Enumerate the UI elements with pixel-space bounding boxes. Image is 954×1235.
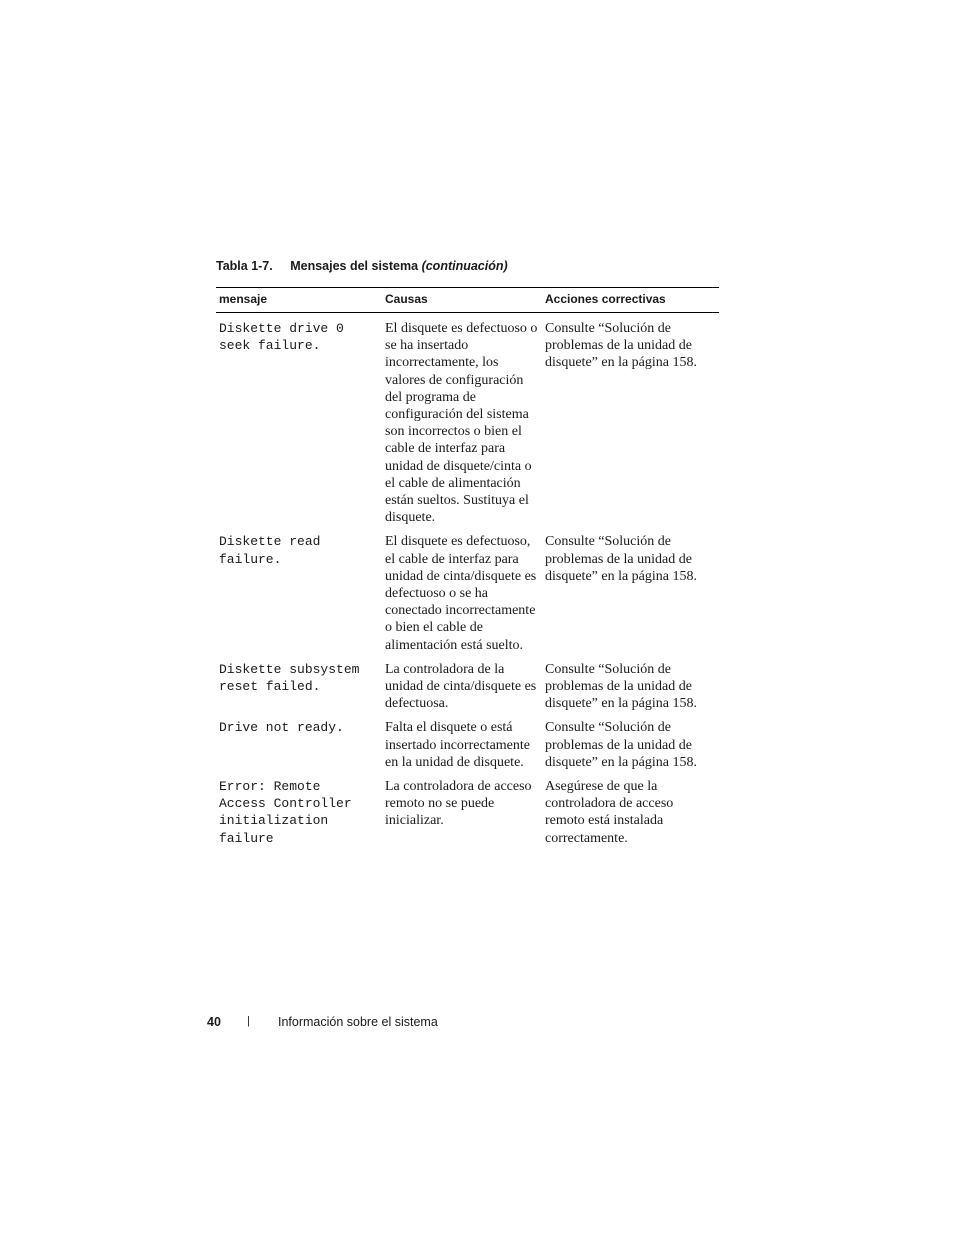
table-row [216, 778, 719, 854]
action-cell: Consulte “Solución de problemas de la unidad de disquete” en la página 158. [545, 534, 698, 584]
table-number: Tabla 1-7. [216, 259, 273, 273]
action-cell: Consulte “Solución de problemas de la unidad de disquete” en la página 158. [545, 661, 698, 712]
message-cell: Diskette read failure. [219, 534, 321, 567]
table-row [216, 313, 719, 534]
table-row [216, 719, 719, 778]
message-cell: Diskette drive 0 seek failure. [219, 321, 344, 354]
table-row [216, 661, 719, 720]
action-cell: Consulte “Solución de problemas de la unidad de disquete” en la página 158. [545, 321, 698, 371]
message-cell: Diskette subsystem reset failed. [219, 661, 360, 695]
system-messages-table [216, 287, 719, 854]
cause-cell: El disquete es defectuoso, el cable de interfaz para unidad de cinta/disquete es defectuoso o se ha conectado incorrectamente o bien el cable de alimentación está suelto. [385, 534, 537, 653]
page-number: 40 [207, 1015, 221, 1029]
cause-cell: La controladora de acceso remoto no se puede inicializar. [385, 779, 532, 829]
action-cell: Consulte “Solución de problemas de la unidad de disquete” en la página 158. [545, 720, 698, 770]
message-cell: Drive not ready. [219, 720, 344, 736]
message-cell: Error: Remote Access Controller initialization failure [219, 779, 352, 846]
cause-cell: La controladora de la unidad de cinta/disquete es defectuosa. [385, 661, 537, 712]
column-header-causes: Causas [382, 288, 542, 313]
table-header-row [216, 288, 719, 313]
column-header-actions: Acciones correctivas [542, 288, 719, 313]
cause-cell: Falta el disquete o está insertado incorrectamente en la unidad de disquete. [385, 720, 530, 770]
table-continuation: (continuación) [421, 259, 508, 273]
action-cell: Asegúrese de que la controladora de acceso remoto está instalada correctamente. [545, 779, 674, 846]
table-caption [216, 259, 508, 273]
footer-section-title: Información sobre el sistema [278, 1015, 438, 1029]
footer-separator: | [247, 1015, 250, 1027]
column-header-message: mensaje [216, 288, 382, 313]
page-footer [207, 1015, 438, 1029]
table-row [216, 533, 719, 660]
cause-cell: El disquete es defectuoso o se ha insertado incorrectamente, los valores de configuración del programa de configuración del sistema son incorrectos o bien el cable de interfaz para unidad de disquete/cinta o el cable de alimentación están sueltos. Sustituya el disquete. [385, 321, 538, 526]
table-title: Mensajes del sistema [290, 259, 419, 273]
